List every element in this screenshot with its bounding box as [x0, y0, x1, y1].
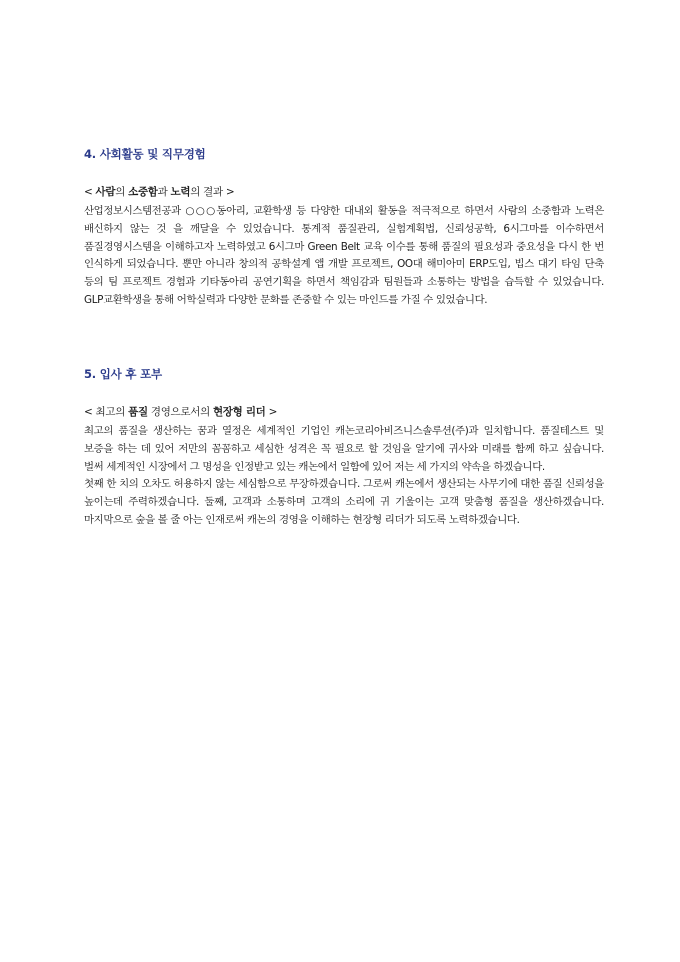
subheading-bold-1: 사람 [95, 186, 116, 198]
section-title: 4. 사회활동 및 직무경험 [84, 147, 206, 161]
section-subheading [84, 404, 604, 419]
subheading-open: < [84, 186, 96, 198]
subheading-text-1: 의 [115, 186, 129, 198]
subheading-bold-1: 품질 [128, 406, 148, 418]
subheading-text-1: 최고의 [95, 406, 129, 418]
subheading-bold-2: 현장형 리더 [212, 406, 266, 418]
section-subheading [84, 184, 604, 199]
subheading-bold-3: 노력 [170, 186, 191, 198]
subheading-close: > [222, 186, 235, 198]
section-body-paragraph-1: 최고의 품질을 생산하는 꿈과 열정은 세계적인 기업인 캐논코리아비즈니스솔루션(주)과 일치합니다. 품질테스트 및 보증을 하는 데 있어 저만의 꼼꼼하고 세심한 성격은 꼭 필요로 할 것임을 알기에 귀사와 미래를 함께 하고 싶습니다. 벌써 세계적인 시장에서 그 명성을 인정받고 있는 캐논에서 일함에 있어 저는 세 가지의 약속을 하겠습니다. [84, 425, 604, 473]
subheading-bold-2: 소중함 [128, 186, 158, 198]
subheading-close: > [265, 406, 278, 418]
subheading-text-2: 과 [157, 186, 171, 198]
section-body: 산업정보시스템전공과 ○○○동아리, 교환학생 등 다양한 대내외 활동을 적극적으로 하면서 사람의 소중함과 노력은 배신하지 않는 것 을 깨달을 수 있었습니다. 통계적 품질관리, 실험계획법, 신뢰성공학, 6시그마를 이수하면서 품질경영시스템을 이해하고자 노력하였고 6시그마 Green Belt 교육 이수를 통해 품질의 필요성과 중요성을 다시 한 번 인식하게 되었습니다. 뿐만 아니라 창의적 공학설계 앱 개발 프로젝트, OO대 해미아미 ERP도입, 빕스 대기 타임 단축 등의 팀 프로젝트 경험과 기타동아리 공연기획을 하면서 책임감과 팀원들과 소통하는 방법을 습득할 수 있었습니다. GLP교환학생을 통해 어학실력과 다양한 문화를 존중할 수 있는 마인드를 가질 수 있었습니다. [84, 205, 604, 306]
section-title: 5. 입사 후 포부 [84, 367, 162, 381]
subheading-open: < [84, 406, 96, 418]
section-aspirations [84, 366, 604, 530]
subheading-text-2: 경영으로서의 [147, 406, 213, 418]
section-social-activities [84, 146, 604, 310]
section-body-paragraph-2: 첫째 한 치의 오차도 허용하지 않는 세심함으로 무장하겠습니다. 그로써 캐논에서 생산되는 사무기에 대한 품질 신뢰성을 높이는데 주력하겠습니다. 둘째, 고객과 소통하며 고객의 소리에 귀 기울이는 고객 맞춤형 품질을 생산하겠습니다. 마지막으로 숲을 볼 줄 아는 인재로써 캐논의 경영을 이해하는 현장형 리더가 되도록 노력하겠습니다. [84, 478, 604, 526]
subheading-text-3: 의 결과 [190, 186, 223, 198]
